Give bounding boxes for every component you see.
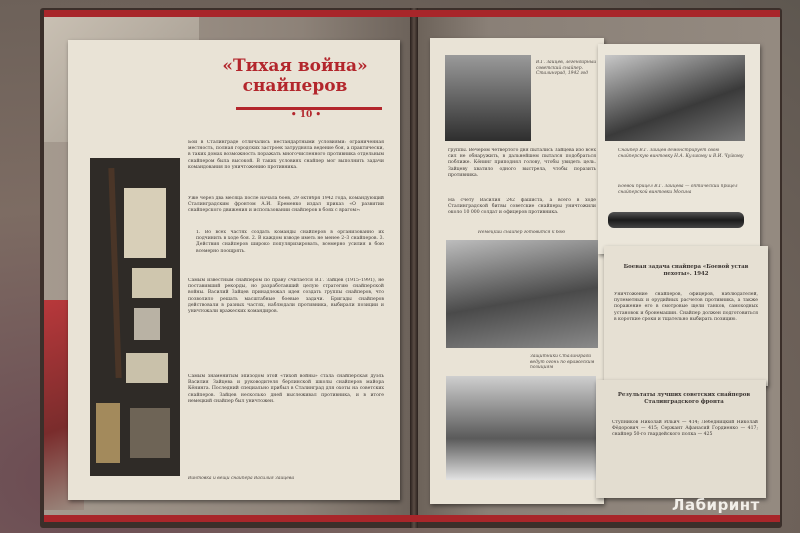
- sniper-photo-caption: Немецкий снайпер готовится к бою: [478, 230, 566, 235]
- rifle-image: [108, 168, 121, 378]
- bottom-red-band: [44, 515, 780, 522]
- zaitsev-text: Самым известным снайпером по праву считается В.Г. Зайцев (1915–1991), не поставивший рекорды, но разработавший целую стратегию снайперской войны. Василий Зайцев принадлежал идея создать группы снайперов, что позволило решать масштабные боевые задачи. Бригады снайперов действовали в разных частях, наблюдали противника, выбирали позиции и уничтожали вражеских командиров.: [188, 278, 384, 315]
- page-title: «Тихая война» снайперов: [222, 56, 368, 96]
- defenders-photo: [446, 376, 596, 480]
- top-red-band: [44, 10, 780, 17]
- document-3: [126, 353, 168, 383]
- book-items: [96, 403, 120, 463]
- column-text: группы. Вечером четвертого дня пытались Зайцева изо всех сил не обнаружить, в дальнейшем пытался подобраться поближе. Кёнинг приподнял голову, чтобы увидеть цель. Зайцеву хватило одного выстрела, чтобы поразить противника.: [448, 148, 596, 178]
- results-list: Ступников Николай Ильич — 414; Лебедницкий Николай Фёдорович — 415; Сержант Афанасий Гордиенко — 417; снайпер 50-го гвардейского полка — 425: [612, 420, 758, 438]
- scope-caption: Боевой прицел В.Г. Зайцева — оптический прицел снайперской винтовки Мосина: [618, 184, 738, 195]
- rifle-demonstration-caption: Снайпер В.Г. Зайцев демонстрирует свою снайперскую винтовку Н.А. Куликову и В.И. Чуйкову: [618, 148, 744, 159]
- rifle-demonstration-photo: [605, 55, 745, 141]
- museum-display-photo: [90, 158, 180, 476]
- book-spine: [410, 8, 418, 528]
- combat-task-title: Боевая задача снайпера «Боевой устав пехоты». 1942: [623, 264, 749, 277]
- sniper-in-position-photo: [446, 240, 598, 348]
- portrait-photo: [134, 308, 160, 340]
- intro-text: Бои в Сталинграде отличались нестандартными условиями: ограниченная местность, полная городских застроек затрудняла ведение боя, а практически, в таких домах возможность поражать многочисленного противника отдельным снайпером была высокой. В таких условиях снайпер мог выполнить задачи командования по уничтожению противника.: [188, 140, 384, 170]
- duel-text: Самым знаменитым эпизодом этой «тихой войны» стала снайперская дуэль Василия Зайцева и руководителя берлинской школы снайперов майора Кёнинга. Последний специально прибыл в Сталинград для охоты на советских снайперов. Зайцев несколько дней выслеживал противника, и в итоге немецкий снайпер был уничтожен.: [188, 374, 384, 404]
- page-number: • 10 •: [290, 110, 322, 120]
- order-list: 1. Во всех частях создать команды снайперов в организованно их подчинить в ходе боя. 2. В каждом взводе иметь не менее 2–3 снайперов. 3. Действия снайперов широко популяризировать, всемерно усилия в бою всемерно поощрять.: [196, 230, 384, 254]
- museum-photo-caption: Винтовка и вещи снайпера Василия Зайцева: [188, 476, 295, 481]
- defenders-caption: Защитники Сталинграда ведут огонь по вражеским позициям: [530, 354, 595, 370]
- rifle-scope-image: [608, 212, 744, 228]
- zaitsev-portrait-photo: [445, 55, 531, 141]
- document-1: [124, 188, 166, 258]
- document-2: [132, 268, 172, 298]
- plaque: [130, 408, 170, 458]
- results-title: Результаты лучших советских снайперов Сталинградского фронта: [617, 392, 751, 405]
- labirint-watermark: Лабиринт: [672, 496, 760, 514]
- order-text: Уже через два месяца после начала боев, 29 октября 1942 года, командующий Сталинградским фронтом А.И. Еременко издал приказ «О развитии снайперского движения и использовании снайперов в боях с врагом»:: [188, 196, 384, 214]
- combat-task-text: Уничтожение снайперов, офицеров, наблюдателей, пулеметных и орудийных расчетов противника, а также поражение его в смотровые щели танков, самоходных установок и бронемашин. Снайпер должен подготовиться в короткие сроки и тщательно выбирать позицию.: [614, 292, 758, 322]
- zaitsev-portrait-caption: В.Г. Зайцев, легендарный советский снайпер. Сталинград, 1942 год: [536, 60, 597, 77]
- count-text: На счету Василия 242 фашиста, а всего в ходе Сталинградской битвы советские снайперы уничтожили около 10 000 солдат и офицеров противника.: [448, 198, 596, 216]
